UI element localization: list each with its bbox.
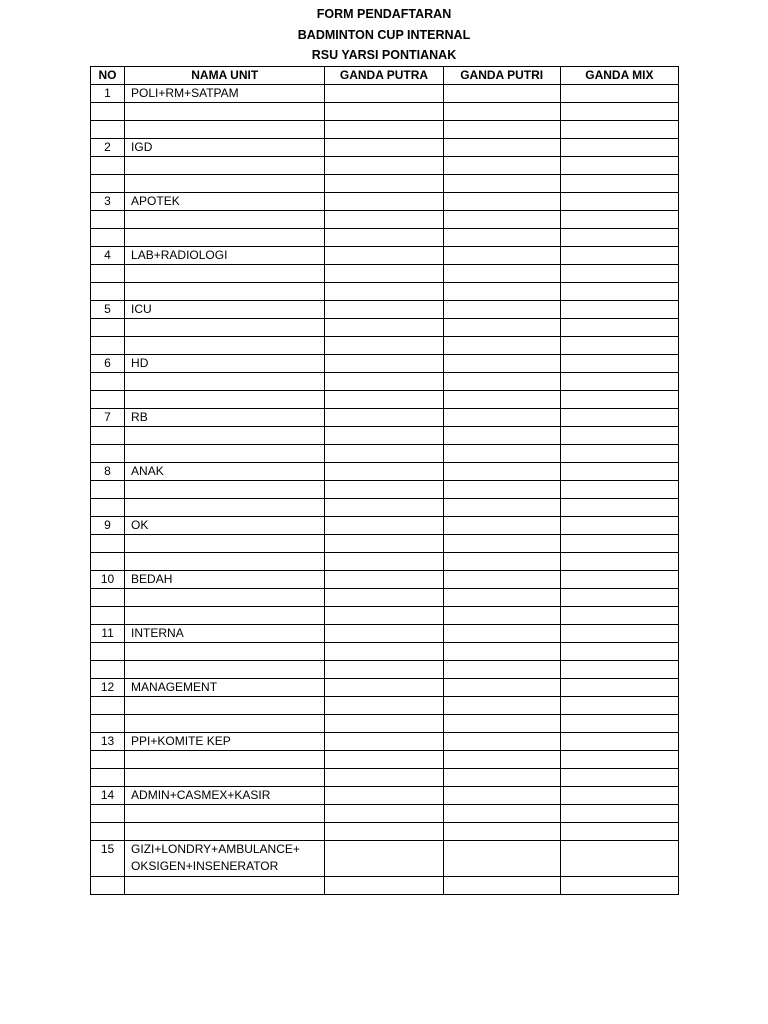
ganda-putra-cell[interactable] <box>325 445 443 463</box>
ganda-putri-cell[interactable] <box>443 769 560 787</box>
ganda-putra-cell[interactable] <box>325 355 443 373</box>
blank-number-cell[interactable] <box>91 283 125 301</box>
blank-unit-cell[interactable] <box>125 337 325 355</box>
title-line-2: BADMINTON CUP INTERNAL <box>297 27 471 42</box>
blank-row <box>91 103 679 121</box>
blank-row <box>91 229 679 247</box>
blank-row <box>91 715 679 733</box>
blank-row <box>91 175 679 193</box>
blank-unit-cell[interactable] <box>125 607 325 625</box>
blank-number-cell[interactable] <box>91 769 125 787</box>
blank-number-cell[interactable] <box>91 121 125 139</box>
ganda-mix-cell[interactable] <box>560 535 678 553</box>
ganda-mix-cell[interactable] <box>560 553 678 571</box>
blank-unit-cell[interactable] <box>125 103 325 121</box>
blank-unit-cell[interactable] <box>125 391 325 409</box>
ganda-putra-cell[interactable] <box>325 481 443 499</box>
blank-number-cell[interactable] <box>91 715 125 733</box>
blank-number-cell[interactable] <box>91 157 125 175</box>
unit-name: IGD <box>125 139 325 157</box>
ganda-mix-cell[interactable] <box>560 427 678 445</box>
ganda-putra-cell[interactable] <box>325 607 443 625</box>
ganda-putri-cell[interactable] <box>443 805 560 823</box>
blank-row <box>91 283 679 301</box>
ganda-putra-cell[interactable] <box>325 517 443 535</box>
blank-row <box>91 697 679 715</box>
entry-number: 11 <box>91 625 125 643</box>
unit-name: OK <box>125 517 325 535</box>
entry-number: 6 <box>91 355 125 373</box>
ganda-putri-cell[interactable] <box>443 643 560 661</box>
ganda-mix-cell[interactable] <box>560 247 678 265</box>
blank-number-cell[interactable] <box>91 391 125 409</box>
ganda-putri-cell[interactable] <box>443 301 560 319</box>
blank-unit-cell[interactable] <box>125 373 325 391</box>
ganda-putri-cell[interactable] <box>443 823 560 841</box>
ganda-putra-cell[interactable] <box>325 823 443 841</box>
table-body <box>91 85 679 895</box>
blank-unit-cell[interactable] <box>125 751 325 769</box>
ganda-putra-cell[interactable] <box>325 679 443 697</box>
ganda-putri-cell[interactable] <box>443 607 560 625</box>
table-row <box>91 679 679 697</box>
blank-unit-cell[interactable] <box>125 157 325 175</box>
table-row <box>91 571 679 589</box>
blank-number-cell[interactable] <box>91 175 125 193</box>
blank-unit-cell[interactable] <box>125 481 325 499</box>
blank-row <box>91 607 679 625</box>
blank-row <box>91 391 679 409</box>
ganda-mix-cell[interactable] <box>560 409 678 427</box>
ganda-mix-cell[interactable] <box>560 877 678 895</box>
ganda-putri-cell[interactable] <box>443 589 560 607</box>
blank-number-cell[interactable] <box>91 211 125 229</box>
ganda-putra-cell[interactable] <box>325 661 443 679</box>
ganda-putra-cell[interactable] <box>325 373 443 391</box>
blank-row <box>91 499 679 517</box>
ganda-putra-cell[interactable] <box>325 535 443 553</box>
blank-unit-cell[interactable] <box>125 823 325 841</box>
ganda-putra-cell[interactable] <box>325 175 443 193</box>
ganda-putra-cell[interactable] <box>325 877 443 895</box>
column-header-ganda-putri: GANDA PUTRI <box>443 67 560 85</box>
entry-number: 9 <box>91 517 125 535</box>
blank-number-cell[interactable] <box>91 589 125 607</box>
blank-number-cell[interactable] <box>91 877 125 895</box>
ganda-putri-cell[interactable] <box>443 697 560 715</box>
ganda-mix-cell[interactable] <box>560 445 678 463</box>
ganda-putri-cell[interactable] <box>443 85 560 103</box>
ganda-putri-cell[interactable] <box>443 481 560 499</box>
blank-unit-cell[interactable] <box>125 283 325 301</box>
ganda-putri-cell[interactable] <box>443 193 560 211</box>
ganda-putra-cell[interactable] <box>325 697 443 715</box>
ganda-putri-cell[interactable] <box>443 625 560 643</box>
ganda-mix-cell[interactable] <box>560 733 678 751</box>
ganda-putra-cell[interactable] <box>325 643 443 661</box>
ganda-putri-cell[interactable] <box>443 211 560 229</box>
ganda-mix-cell[interactable] <box>560 211 678 229</box>
ganda-putri-cell[interactable] <box>443 103 560 121</box>
blank-unit-cell[interactable] <box>125 589 325 607</box>
ganda-putri-cell[interactable] <box>443 787 560 805</box>
unit-name: ICU <box>125 301 325 319</box>
blank-row <box>91 643 679 661</box>
ganda-putra-cell[interactable] <box>325 157 443 175</box>
blank-number-cell[interactable] <box>91 805 125 823</box>
ganda-mix-cell[interactable] <box>560 463 678 481</box>
ganda-mix-cell[interactable] <box>560 751 678 769</box>
blank-row <box>91 211 679 229</box>
table-row <box>91 733 679 751</box>
ganda-putri-cell[interactable] <box>443 373 560 391</box>
entry-number: 3 <box>91 193 125 211</box>
entry-number: 15 <box>91 841 125 877</box>
ganda-putri-cell[interactable] <box>443 427 560 445</box>
blank-row <box>91 157 679 175</box>
ganda-putra-cell[interactable] <box>325 121 443 139</box>
blank-row <box>91 553 679 571</box>
blank-number-cell[interactable] <box>91 499 125 517</box>
ganda-mix-cell[interactable] <box>560 157 678 175</box>
entry-number: 10 <box>91 571 125 589</box>
ganda-putri-cell[interactable] <box>443 679 560 697</box>
ganda-putra-cell[interactable] <box>325 265 443 283</box>
ganda-putri-cell[interactable] <box>443 283 560 301</box>
table-row <box>91 85 679 103</box>
blank-number-cell[interactable] <box>91 337 125 355</box>
entry-number: 8 <box>91 463 125 481</box>
entry-number: 1 <box>91 85 125 103</box>
ganda-putri-cell[interactable] <box>443 463 560 481</box>
ganda-putra-cell[interactable] <box>325 733 443 751</box>
blank-unit-cell[interactable] <box>125 499 325 517</box>
blank-number-cell[interactable] <box>91 553 125 571</box>
entry-number: 7 <box>91 409 125 427</box>
unit-name: APOTEK <box>125 193 325 211</box>
ganda-mix-cell[interactable] <box>560 355 678 373</box>
ganda-putri-cell[interactable] <box>443 229 560 247</box>
ganda-mix-cell[interactable] <box>560 499 678 517</box>
blank-row <box>91 445 679 463</box>
ganda-putri-cell[interactable] <box>443 715 560 733</box>
unit-name: INTERNA <box>125 625 325 643</box>
unit-name: GIZI+LONDRY+AMBULANCE+ OKSIGEN+INSENERATOR <box>125 841 325 877</box>
entry-number: 13 <box>91 733 125 751</box>
blank-number-cell[interactable] <box>91 265 125 283</box>
ganda-mix-cell[interactable] <box>560 715 678 733</box>
ganda-putra-cell[interactable] <box>325 301 443 319</box>
entry-number: 2 <box>91 139 125 157</box>
blank-row <box>91 337 679 355</box>
entry-number: 4 <box>91 247 125 265</box>
ganda-putri-cell[interactable] <box>443 121 560 139</box>
blank-row <box>91 589 679 607</box>
blank-row <box>91 121 679 139</box>
ganda-putra-cell[interactable] <box>325 751 443 769</box>
blank-unit-cell[interactable] <box>125 805 325 823</box>
blank-number-cell[interactable] <box>91 643 125 661</box>
ganda-putri-cell[interactable] <box>443 175 560 193</box>
ganda-putra-cell[interactable] <box>325 229 443 247</box>
ganda-mix-cell[interactable] <box>560 517 678 535</box>
ganda-putra-cell[interactable] <box>325 103 443 121</box>
ganda-mix-cell[interactable] <box>560 589 678 607</box>
title-line-3: RSU YARSI PONTIANAK <box>311 48 457 61</box>
blank-number-cell[interactable] <box>91 697 125 715</box>
ganda-mix-cell[interactable] <box>560 283 678 301</box>
ganda-mix-cell[interactable] <box>560 121 678 139</box>
blank-unit-cell[interactable] <box>125 697 325 715</box>
ganda-putri-cell[interactable] <box>443 661 560 679</box>
ganda-putri-cell[interactable] <box>443 517 560 535</box>
blank-row <box>91 481 679 499</box>
form-title <box>0 4 768 61</box>
ganda-putri-cell[interactable] <box>443 319 560 337</box>
ganda-putra-cell[interactable] <box>325 247 443 265</box>
ganda-putri-cell[interactable] <box>443 337 560 355</box>
ganda-mix-cell[interactable] <box>560 823 678 841</box>
blank-number-cell[interactable] <box>91 229 125 247</box>
column-header-no: NO <box>91 67 125 85</box>
ganda-putri-cell[interactable] <box>443 553 560 571</box>
table-row <box>91 409 679 427</box>
ganda-putra-cell[interactable] <box>325 211 443 229</box>
ganda-putri-cell[interactable] <box>443 877 560 895</box>
ganda-mix-cell[interactable] <box>560 301 678 319</box>
blank-unit-cell[interactable] <box>125 175 325 193</box>
table-row <box>91 625 679 643</box>
column-header-nama-unit: NAMA UNIT <box>125 67 325 85</box>
entry-number: 14 <box>91 787 125 805</box>
ganda-mix-cell[interactable] <box>560 139 678 157</box>
ganda-putri-cell[interactable] <box>443 535 560 553</box>
ganda-mix-cell[interactable] <box>560 661 678 679</box>
ganda-mix-cell[interactable] <box>560 391 678 409</box>
blank-number-cell[interactable] <box>91 823 125 841</box>
ganda-mix-cell[interactable] <box>560 787 678 805</box>
ganda-mix-cell[interactable] <box>560 805 678 823</box>
ganda-putra-cell[interactable] <box>325 769 443 787</box>
ganda-putra-cell[interactable] <box>325 553 443 571</box>
blank-unit-cell[interactable] <box>125 553 325 571</box>
registration-table <box>90 66 679 895</box>
blank-number-cell[interactable] <box>91 535 125 553</box>
ganda-putri-cell[interactable] <box>443 841 560 877</box>
blank-row <box>91 805 679 823</box>
blank-row <box>91 751 679 769</box>
ganda-putra-cell[interactable] <box>325 85 443 103</box>
blank-number-cell[interactable] <box>91 103 125 121</box>
header-row <box>91 67 679 85</box>
ganda-putra-cell[interactable] <box>325 787 443 805</box>
blank-number-cell[interactable] <box>91 445 125 463</box>
table-row <box>91 301 679 319</box>
entry-number: 5 <box>91 301 125 319</box>
blank-unit-cell[interactable] <box>125 121 325 139</box>
unit-name: RB <box>125 409 325 427</box>
unit-name: POLI+RM+SATPAM <box>125 85 325 103</box>
ganda-putra-cell[interactable] <box>325 319 443 337</box>
blank-row <box>91 265 679 283</box>
unit-name: HD <box>125 355 325 373</box>
blank-row <box>91 535 679 553</box>
ganda-putri-cell[interactable] <box>443 445 560 463</box>
blank-row <box>91 661 679 679</box>
blank-number-cell[interactable] <box>91 427 125 445</box>
column-header-ganda-mix: GANDA MIX <box>560 67 678 85</box>
ganda-putra-cell[interactable] <box>325 409 443 427</box>
ganda-mix-cell[interactable] <box>560 625 678 643</box>
unit-name: PPI+KOMITE KEP <box>125 733 325 751</box>
table-row <box>91 193 679 211</box>
ganda-putri-cell[interactable] <box>443 571 560 589</box>
ganda-mix-cell[interactable] <box>560 103 678 121</box>
ganda-putra-cell[interactable] <box>325 139 443 157</box>
ganda-putri-cell[interactable] <box>443 157 560 175</box>
ganda-putri-cell[interactable] <box>443 751 560 769</box>
ganda-putra-cell[interactable] <box>325 391 443 409</box>
blank-unit-cell[interactable] <box>125 319 325 337</box>
blank-unit-cell[interactable] <box>125 769 325 787</box>
unit-name: LAB+RADIOLOGI <box>125 247 325 265</box>
blank-number-cell[interactable] <box>91 661 125 679</box>
ganda-putri-cell[interactable] <box>443 265 560 283</box>
blank-row <box>91 319 679 337</box>
blank-row <box>91 769 679 787</box>
blank-row <box>91 877 679 895</box>
blank-unit-cell[interactable] <box>125 661 325 679</box>
ganda-putri-cell[interactable] <box>443 409 560 427</box>
ganda-putri-cell[interactable] <box>443 733 560 751</box>
ganda-mix-cell[interactable] <box>560 265 678 283</box>
blank-unit-cell[interactable] <box>125 445 325 463</box>
blank-unit-cell[interactable] <box>125 715 325 733</box>
unit-name: ANAK <box>125 463 325 481</box>
blank-unit-cell[interactable] <box>125 265 325 283</box>
ganda-mix-cell[interactable] <box>560 337 678 355</box>
ganda-putri-cell[interactable] <box>443 499 560 517</box>
ganda-mix-cell[interactable] <box>560 769 678 787</box>
table-row <box>91 841 679 877</box>
ganda-putra-cell[interactable] <box>325 499 443 517</box>
ganda-putra-cell[interactable] <box>325 571 443 589</box>
ganda-putri-cell[interactable] <box>443 355 560 373</box>
blank-row <box>91 373 679 391</box>
title-line-1: FORM PENDAFTARAN <box>316 7 452 21</box>
table-row <box>91 355 679 373</box>
ganda-putra-cell[interactable] <box>325 841 443 877</box>
ganda-mix-cell[interactable] <box>560 85 678 103</box>
table-row <box>91 139 679 157</box>
blank-unit-cell[interactable] <box>125 535 325 553</box>
ganda-putri-cell[interactable] <box>443 391 560 409</box>
unit-name: ADMIN+CASMEX+KASIR <box>125 787 325 805</box>
ganda-mix-cell[interactable] <box>560 841 678 877</box>
ganda-mix-cell[interactable] <box>560 643 678 661</box>
blank-number-cell[interactable] <box>91 607 125 625</box>
blank-number-cell[interactable] <box>91 373 125 391</box>
ganda-putra-cell[interactable] <box>325 193 443 211</box>
table-row <box>91 787 679 805</box>
blank-number-cell[interactable] <box>91 751 125 769</box>
table-row <box>91 463 679 481</box>
ganda-mix-cell[interactable] <box>560 373 678 391</box>
ganda-putra-cell[interactable] <box>325 427 443 445</box>
ganda-mix-cell[interactable] <box>560 679 678 697</box>
table-row <box>91 247 679 265</box>
ganda-putra-cell[interactable] <box>325 283 443 301</box>
blank-number-cell[interactable] <box>91 481 125 499</box>
ganda-putri-cell[interactable] <box>443 247 560 265</box>
blank-row <box>91 427 679 445</box>
blank-row <box>91 823 679 841</box>
ganda-mix-cell[interactable] <box>560 175 678 193</box>
unit-name: BEDAH <box>125 571 325 589</box>
ganda-putra-cell[interactable] <box>325 589 443 607</box>
ganda-putri-cell[interactable] <box>443 139 560 157</box>
ganda-mix-cell[interactable] <box>560 319 678 337</box>
blank-unit-cell[interactable] <box>125 427 325 445</box>
ganda-putra-cell[interactable] <box>325 805 443 823</box>
blank-unit-cell[interactable] <box>125 211 325 229</box>
ganda-putra-cell[interactable] <box>325 463 443 481</box>
ganda-putra-cell[interactable] <box>325 337 443 355</box>
blank-unit-cell[interactable] <box>125 877 325 895</box>
ganda-mix-cell[interactable] <box>560 607 678 625</box>
ganda-mix-cell[interactable] <box>560 193 678 211</box>
ganda-mix-cell[interactable] <box>560 571 678 589</box>
unit-name: MANAGEMENT <box>125 679 325 697</box>
ganda-mix-cell[interactable] <box>560 481 678 499</box>
ganda-mix-cell[interactable] <box>560 697 678 715</box>
ganda-putra-cell[interactable] <box>325 625 443 643</box>
blank-unit-cell[interactable] <box>125 643 325 661</box>
entry-number: 12 <box>91 679 125 697</box>
ganda-mix-cell[interactable] <box>560 229 678 247</box>
ganda-putra-cell[interactable] <box>325 715 443 733</box>
table-row <box>91 517 679 535</box>
blank-number-cell[interactable] <box>91 319 125 337</box>
column-header-ganda-putra: GANDA PUTRA <box>325 67 443 85</box>
blank-unit-cell[interactable] <box>125 229 325 247</box>
